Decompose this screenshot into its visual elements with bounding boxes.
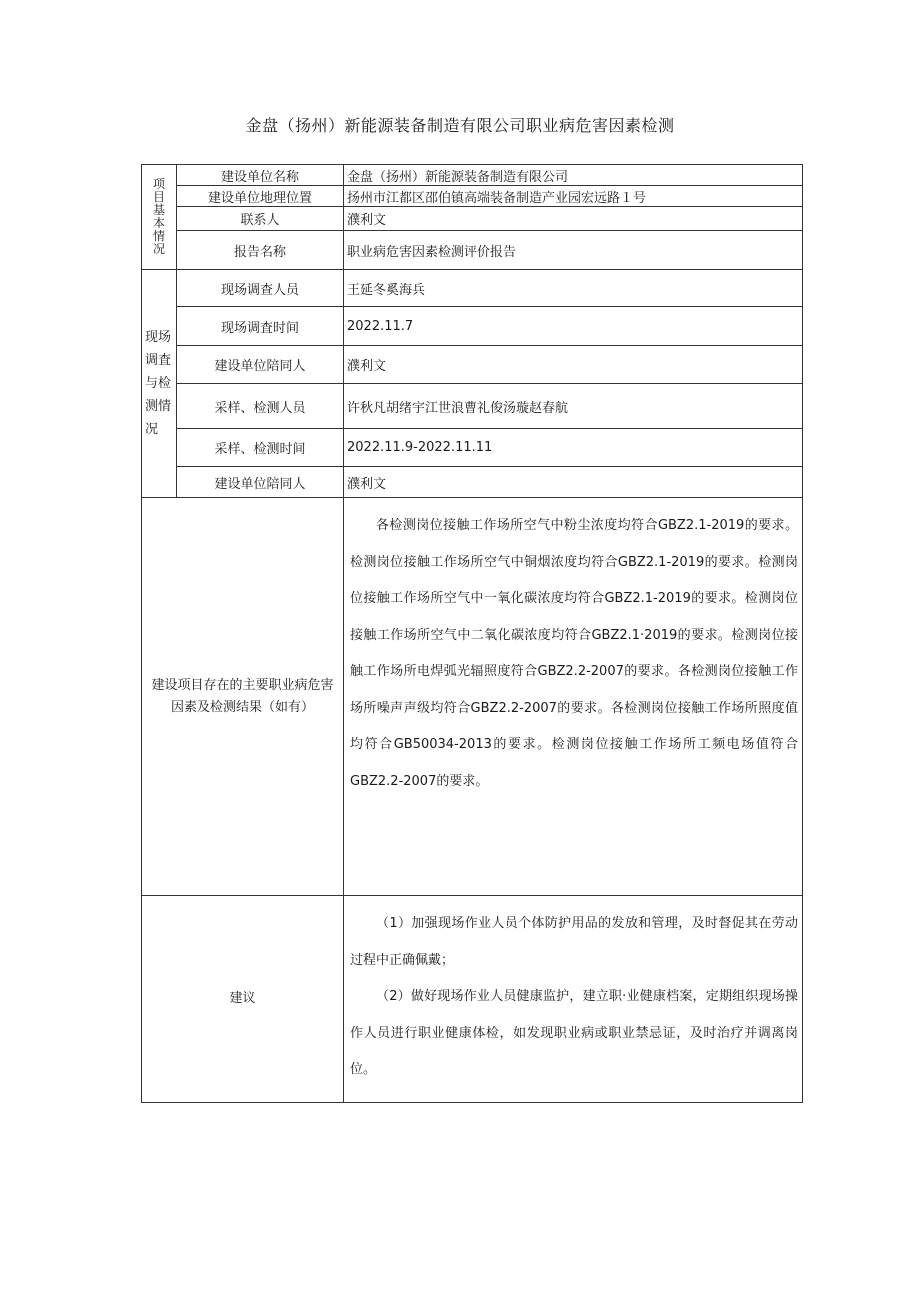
row-label: 报告名称 — [177, 231, 344, 270]
suggestions-row — [142, 896, 803, 1103]
row-label: 建设单位陪同人 — [177, 467, 344, 498]
results-text: 各检测岗位接触工作场所空气中粉尘浓度均符合GBZ2.1-2019的要求。检测岗位接触工作场所空气中铜烟浓度均符合GBZ2.1-2019的要求。检测岗位接触工作场所空气中一氧化碳浓度均符合GBZ2.1-2019的要求。检测岗位接触工作场所空气中二氧化碳浓度均符合GBZ2.1·2019的要求。检测岗位接触工作场所电焊弧光辐照度符合GBZ2.2-2007的要求。各检测岗位接触工作场所噪声声级均符合GBZ2.2-2007的要求。各检测岗位接触工作场所照度值均符合GB50034-2013的要求。检测岗位接触工作场所工频电场值符合GBZ2.2-2007的要求。 — [350, 518, 798, 789]
table-row — [142, 231, 803, 270]
row-value: 金盘（扬州）新能源装备制造有限公司 — [344, 165, 803, 186]
results-text-cell — [344, 498, 803, 896]
table-row — [142, 429, 803, 467]
table-row — [142, 467, 803, 498]
results-label: 建设项目存在的主要职业病危害因素及检测结果（如有） — [142, 498, 344, 896]
row-value: 王延冬奚海兵 — [344, 270, 803, 307]
survey-section-label: 现场调査与检测情况 — [142, 270, 177, 498]
row-label: 联系人 — [177, 207, 344, 231]
table-row — [142, 346, 803, 384]
row-value: 2022.11.7 — [344, 307, 803, 346]
row-value: 濮利文 — [344, 346, 803, 384]
suggestion-item: （2）做好现场作业人员健康监护，建立职·业健康档案，定期组织现场操作人员进行职业健康体检，如发现职业病或职业禁忌证，及时治疗并调离岗位。 — [350, 989, 798, 1077]
table-row — [142, 307, 803, 346]
row-value: 许秋凡胡绪宇江世浪曹礼俊汤璇赵春航 — [344, 384, 803, 429]
table-row — [142, 270, 803, 307]
row-value: 濮利文 — [344, 467, 803, 498]
table-row — [142, 384, 803, 429]
row-label: 建设单位地理位置 — [177, 186, 344, 207]
table-row — [142, 186, 803, 207]
basic-section-label: 项目基本情况 — [142, 165, 177, 270]
suggestion-item: （1）加强现场作业人员个体防护用品的发放和管理，及时督促其在劳动过程中正确佩戴； — [350, 916, 798, 968]
row-value: 2022.11.9-2022.11.11 — [344, 429, 803, 467]
row-label: 采样、检测时间 — [177, 429, 344, 467]
row-label: 建设单位陪同人 — [177, 346, 344, 384]
document-title: 金盘（扬州）新能源装备制造有限公司职业病危害因素检测 — [245, 116, 675, 135]
table-row — [142, 207, 803, 231]
row-label: 建设单位名称 — [177, 165, 344, 186]
row-value: 职业病危害因素检测评价报告 — [344, 231, 803, 270]
table-row — [142, 165, 803, 186]
row-label: 现场调查人员 — [177, 270, 344, 307]
row-label: 现场调査时间 — [177, 307, 344, 346]
report-table — [141, 164, 803, 1103]
row-label: 采样、检测人员 — [177, 384, 344, 429]
row-value: 扬州市江都区邵伯镇高端装备制造产业园宏远路１号 — [344, 186, 803, 207]
suggestions-label: 建议 — [142, 896, 344, 1103]
suggestions-cell — [344, 896, 803, 1103]
results-row — [142, 498, 803, 896]
row-value: 濮利文 — [344, 207, 803, 231]
